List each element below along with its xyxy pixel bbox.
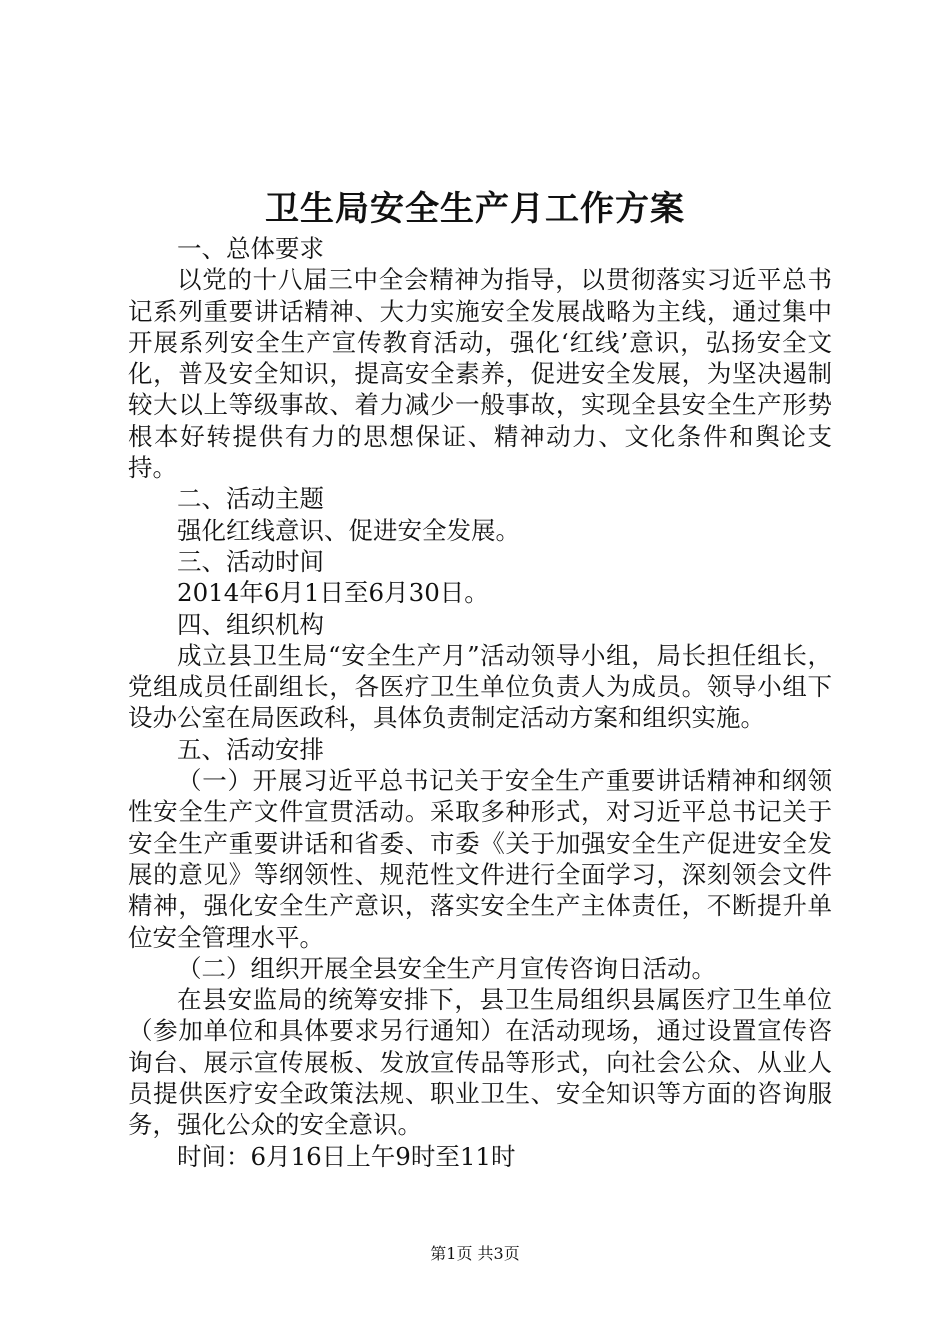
paragraph-general-requirements: 以党的十八届三中全会精神为指导，以贯彻落实习近平总书记系列重要讲话精神、大力实施安全发展战略为主线，通过集中开展系列安全生产宣传教育活动，强化‘红线’意识，弘扬安全文化，普及安全知识，提高安全素养，促进安全发展，为坚决遏制较大以上等级事故、着力减少一般事故，实现全县安全生产形势根本好转提供有力的思想保证、精神动力、文化条件和舆论支持。 [128, 265, 832, 483]
paragraph-arrangement-time: 时间：6月16日上午9时至11时 [177, 1141, 516, 1171]
section-heading-activity-arrangement: 五、活动安排 [177, 734, 324, 764]
document-title: 卫生局安全生产月工作方案 [265, 189, 685, 229]
paragraph-arrangement-item-1: （一）开展习近平总书记关于安全生产重要讲话精神和纲领性安全生产文件宣贯活动。采取多种形式，对习近平总书记关于安全生产重要讲话和省委、市委《关于加强安全生产促进安全发展的意见》等纲领性、规范性文件进行全面学习，深刻领会文件精神，强化安全生产意识，落实安全生产主体责任，不断提升单位安全管理水平。 [128, 766, 832, 952]
page-number-footer: 第1页 共3页 [430, 1244, 520, 1263]
paragraph-activity-time: 2014年6月1日至6月30日。 [177, 578, 489, 608]
section-heading-general-requirements: 一、总体要求 [177, 234, 324, 263]
paragraph-organization: 成立县卫生局“安全生产月”活动领导小组，局长担任组长，党组成员任副组长，各医疗卫生单位负责人为成员。领导小组下设办公室在局医政科，具体负责制定活动方案和组织实施。 [128, 640, 832, 733]
paragraph-arrangement-item-2-detail: 在县安监局的统筹安排下，县卫生局组织县属医疗卫生单位（参加单位和具体要求另行通知）在活动现场，通过设置宣传咨询台、展示宣传展板、发放宣传品等形式，向社会公众、从业人员提供医疗安全政策法规、职业卫生、安全知识等方面的咨询服务，强化公众的安全意识。 [128, 985, 832, 1140]
section-heading-activity-time: 三、活动时间 [177, 546, 324, 576]
section-heading-activity-theme: 二、活动主题 [177, 484, 324, 514]
paragraph-arrangement-item-2: （二）组织开展全县安全生产月宣传咨询日活动。 [177, 953, 716, 983]
document-body [128, 233, 832, 1172]
section-heading-organization: 四、组织机构 [177, 609, 324, 639]
paragraph-activity-theme: 强化红线意识、促进安全发展。 [177, 515, 520, 545]
